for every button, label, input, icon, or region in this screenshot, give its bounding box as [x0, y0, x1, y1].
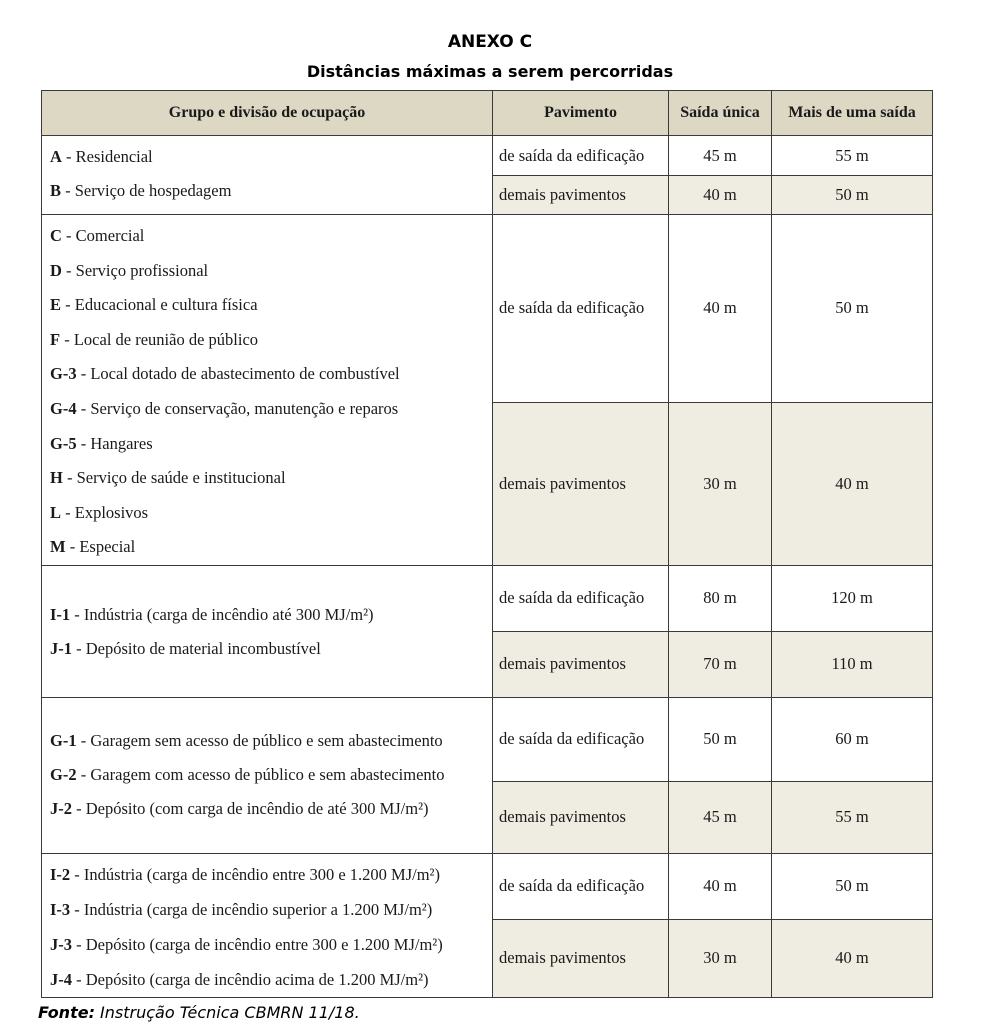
table-row	[42, 697, 933, 781]
occupancy-item	[50, 496, 492, 531]
occupancy-item	[50, 140, 492, 174]
occupancy-item	[50, 219, 492, 254]
occupancy-code: F	[50, 329, 61, 349]
occupancy-code: B	[50, 181, 62, 200]
occupancy-group-cell	[42, 565, 493, 697]
occupancy-code: C	[50, 226, 62, 245]
occupancy-item	[50, 427, 492, 462]
occupancy-item	[50, 892, 492, 927]
occupancy-description: - Depósito de material incombustível	[72, 638, 321, 658]
floor-cell: demais pavimentos	[493, 781, 669, 853]
occupancy-description: - Depósito (carga de incêndio entre 300 e 1.200 MJ/m²)	[72, 934, 443, 954]
occupancy-description: - Indústria (carga de incêndio superior a 1.200 MJ/m²)	[70, 899, 433, 919]
occupancy-item	[50, 724, 492, 758]
occupancy-item	[50, 792, 492, 826]
single-exit-cell: 30 m	[669, 919, 772, 997]
occupancy-description: - Indústria (carga de incêndio entre 300 e 1.200 MJ/m²)	[70, 864, 440, 884]
single-exit-cell: 45 m	[669, 136, 772, 176]
col-header-multiple-exits: Mais de uma saída	[772, 91, 933, 136]
table-row	[42, 136, 933, 176]
floor-cell: demais pavimentos	[493, 176, 669, 215]
occupancy-description: - Serviço de conservação, manutenção e reparos	[76, 398, 399, 418]
occupancy-item	[50, 598, 492, 632]
occupancy-item	[50, 174, 492, 208]
single-exit-cell: 45 m	[669, 781, 772, 853]
occupancy-description: - Serviço profissional	[61, 260, 209, 280]
occupancy-code: D	[50, 260, 62, 280]
col-header-group: Grupo e divisão de ocupação	[42, 91, 493, 136]
occupancy-group-cell	[42, 697, 493, 853]
table-row	[42, 853, 933, 919]
occupancy-code: H	[50, 468, 63, 488]
multiple-exits-cell: 60 m	[772, 697, 933, 781]
occupancy-item	[50, 323, 492, 358]
occupancy-description: - Residencial	[61, 147, 153, 166]
occupancy-item	[50, 632, 492, 666]
occupancy-description: - Garagem com acesso de público e sem abastecimento	[76, 764, 445, 784]
occupancy-description: - Indústria (carga de incêndio até 300 MJ/m²)	[70, 604, 374, 624]
single-exit-cell: 30 m	[669, 402, 772, 565]
occupancy-code: G-3	[50, 364, 77, 384]
col-header-single-exit: Saída única	[669, 91, 772, 136]
table-caption: Distâncias máximas a serem percorridas	[306, 62, 674, 81]
occupancy-description: - Hangares	[76, 433, 153, 453]
occupancy-code: G-2	[50, 764, 77, 784]
multiple-exits-cell: 40 m	[772, 919, 933, 997]
occupancy-code: J-1	[50, 638, 72, 658]
occupancy-description: - Local de reunião de público	[60, 329, 259, 349]
occupancy-description: - Garagem sem acesso de público e sem abastecimento	[76, 730, 443, 750]
floor-cell: de saída da edificação	[493, 853, 669, 919]
occupancy-description: - Depósito (com carga de incêndio de até 300 MJ/m²)	[72, 798, 429, 818]
single-exit-cell: 70 m	[669, 631, 772, 697]
occupancy-item	[50, 927, 492, 962]
occupancy-description: - Especial	[65, 537, 136, 557]
floor-cell: de saída da edificação	[493, 136, 669, 176]
single-exit-cell: 40 m	[669, 215, 772, 403]
occupancy-code: I-2	[50, 864, 71, 884]
multiple-exits-cell: 55 m	[772, 136, 933, 176]
single-exit-cell: 40 m	[669, 176, 772, 215]
multiple-exits-cell: 110 m	[772, 631, 933, 697]
occupancy-code: G-1	[50, 730, 77, 750]
multiple-exits-cell: 50 m	[772, 176, 933, 215]
occupancy-item	[50, 357, 492, 392]
source-text: Instrução Técnica CBMRN 11/18.	[94, 1003, 360, 1022]
occupancy-group-cell	[42, 853, 493, 997]
occupancy-description: - Serviço de saúde e institucional	[62, 468, 286, 488]
occupancy-description: - Educacional e cultura física	[61, 295, 258, 315]
annex-title: ANEXO C	[447, 32, 533, 52]
occupancy-item	[50, 288, 492, 323]
distances-table	[41, 90, 933, 998]
occupancy-description: - Serviço de hospedagem	[61, 181, 232, 200]
occupancy-group-cell	[42, 136, 493, 215]
floor-cell: demais pavimentos	[493, 631, 669, 697]
occupancy-item	[50, 530, 492, 565]
single-exit-cell: 80 m	[669, 565, 772, 631]
single-exit-cell: 40 m	[669, 853, 772, 919]
occupancy-code: J-2	[50, 798, 72, 818]
multiple-exits-cell: 50 m	[772, 215, 933, 403]
occupancy-description: - Comercial	[61, 226, 145, 245]
occupancy-group-cell	[42, 215, 493, 566]
occupancy-code: M	[50, 537, 66, 557]
occupancy-item	[50, 392, 492, 427]
header-row	[42, 91, 933, 136]
occupancy-code: L	[50, 502, 62, 522]
source-note	[38, 1003, 360, 1022]
occupancy-code: J-4	[50, 969, 72, 989]
source-label: Fonte:	[38, 1003, 95, 1022]
occupancy-description: - Depósito (carga de incêndio acima de 1.200 MJ/m²)	[72, 969, 429, 989]
occupancy-code: I-3	[50, 899, 71, 919]
single-exit-cell: 50 m	[669, 697, 772, 781]
occupancy-item	[50, 758, 492, 792]
occupancy-item	[50, 857, 492, 892]
occupancy-code: G-5	[50, 433, 77, 453]
occupancy-code: I-1	[50, 604, 71, 624]
multiple-exits-cell: 55 m	[772, 781, 933, 853]
col-header-floor: Pavimento	[493, 91, 669, 136]
floor-cell: demais pavimentos	[493, 919, 669, 997]
occupancy-item	[50, 461, 492, 496]
occupancy-description: - Local dotado de abastecimento de combustível	[76, 364, 400, 384]
occupancy-code: A	[50, 147, 62, 166]
floor-cell: de saída da edificação	[493, 565, 669, 631]
multiple-exits-cell: 40 m	[772, 402, 933, 565]
occupancy-item	[50, 254, 492, 289]
table-row	[42, 215, 933, 403]
multiple-exits-cell: 50 m	[772, 853, 933, 919]
occupancy-description: - Explosivos	[61, 502, 149, 522]
floor-cell: demais pavimentos	[493, 402, 669, 565]
occupancy-code: J-3	[50, 934, 72, 954]
floor-cell: de saída da edificação	[493, 697, 669, 781]
table-row	[42, 565, 933, 631]
multiple-exits-cell: 120 m	[772, 565, 933, 631]
occupancy-code: E	[50, 295, 62, 315]
occupancy-item	[50, 962, 492, 997]
floor-cell: de saída da edificação	[493, 215, 669, 403]
occupancy-code: G-4	[50, 398, 77, 418]
